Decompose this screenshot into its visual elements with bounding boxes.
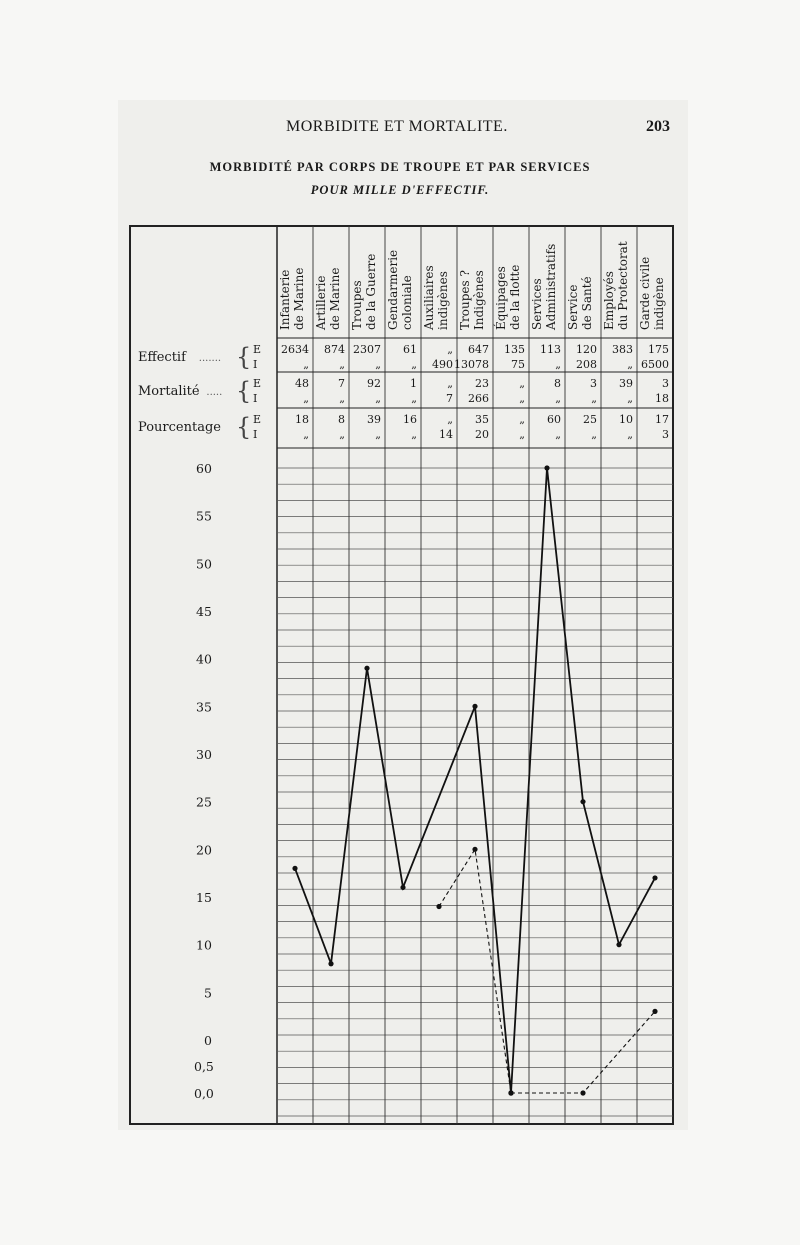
table-cell: 61 [403,343,417,356]
column-header: de la Guerre [364,253,378,330]
column-header: Infanterie [278,269,292,330]
y-tick-label: 0 [204,1033,212,1048]
table-cell: 60 [547,413,561,426]
table-cell: 18 [655,392,669,405]
row-brace: { [236,377,252,405]
table-cell: „ [339,428,345,441]
column-header: coloniale [400,275,414,330]
chart-title: MORBIDITÉ PAR CORPS DE TROUPE ET PAR SERVICES [209,160,591,174]
data-point [580,799,585,804]
column-header: Indigènes [472,270,486,330]
row-label: Effectif [138,350,186,365]
table-cell: 17 [655,413,669,426]
table-cell: „ [447,377,453,390]
table-cell: 7 [446,392,453,405]
table-cell: 23 [475,377,489,390]
table-cell: 208 [576,358,597,371]
table-cell: „ [303,358,309,371]
data-point [436,904,441,909]
table-cell: 874 [324,343,345,356]
column-header: Troupes [350,280,364,330]
y-tick-label: 0,5 [194,1059,214,1074]
table-cell: 266 [468,392,489,405]
table-cell: 383 [612,343,633,356]
column-header: Administratifs [544,243,558,330]
table-cell: „ [303,392,309,405]
column-header: Équipages [494,266,508,330]
table-cell: „ [555,392,561,405]
column-header: Employés [602,271,616,330]
table-cell: „ [627,358,633,371]
table-cell: „ [411,358,417,371]
table-cell: „ [375,358,381,371]
table-cell: 1 [410,377,417,390]
table-cell: 3 [590,377,597,390]
table-cell: „ [375,392,381,405]
column-header: de Marine [328,267,342,330]
table-cell: 13078 [454,358,489,371]
table-cell: „ [591,428,597,441]
data-point [652,875,657,880]
column-header: de la flotte [508,264,522,330]
column-header: Services [530,278,544,330]
row-sublabel-e: E [253,413,262,426]
table-cell: „ [555,428,561,441]
table-cell: „ [519,392,525,405]
column-header: Garde civile [638,256,652,330]
data-point [328,961,333,966]
table-cell: „ [519,428,525,441]
y-tick-label: 20 [196,842,212,858]
row-sublabel-i: I [253,392,258,405]
data-point [472,704,477,709]
y-tick-label: 40 [196,651,212,667]
column-header: Gendarmerie [386,249,400,330]
table-cell: „ [303,428,309,441]
y-tick-label: 25 [196,794,212,810]
column-header: indigène [652,277,666,330]
data-point [364,666,369,671]
data-point [292,866,297,871]
table-cell: „ [339,358,345,371]
row-label: Pourcentage [138,420,221,435]
column-header: Troupes ? [458,270,472,330]
table-cell: 113 [540,343,561,356]
table-cell: „ [411,392,417,405]
table-cell: „ [591,392,597,405]
y-tick-label: 60 [196,461,212,476]
column-header: indigènes [436,271,450,330]
row-sublabel-e: E [253,343,262,356]
y-tick-label: 35 [196,699,212,715]
data-point [544,465,549,470]
table-cell: 48 [295,377,309,390]
table-cell: „ [555,358,561,371]
row-label: Mortalité [138,384,200,399]
row-brace: { [236,343,252,371]
table-cell: 647 [468,343,489,356]
table-cell: „ [447,413,453,426]
data-point [400,885,405,890]
table-cell: „ [519,413,525,426]
row-leader: ..... [206,387,223,398]
table-cell: 7 [338,377,345,390]
data-point [616,942,621,947]
column-header: de Santé [580,276,594,330]
running-title: MORBIDITE ET MORTALITE. [286,118,508,135]
column-header: de Marine [292,267,306,330]
y-tick-label: 5 [204,985,212,1001]
table-cell: 14 [439,428,453,441]
chart-subtitle: POUR MILLE D'EFFECTIF. [310,183,490,197]
column-header: Auxiliaires [422,265,436,330]
table-cell: 39 [367,413,381,426]
table-cell: „ [519,377,525,390]
table-cell: 8 [338,413,345,426]
y-tick-label: 0,0 [194,1086,214,1101]
column-header: du Protectorat [616,241,630,330]
table-cell: 20 [475,428,489,441]
y-tick-label: 45 [196,604,212,619]
y-tick-label: 50 [196,556,212,572]
series-line [511,1011,655,1093]
table-cell: 3 [662,428,669,441]
column-header: Service [566,284,580,330]
row-sublabel-i: I [253,358,258,371]
y-tick-label: 55 [196,508,212,524]
table-cell: „ [627,428,633,441]
table-cell: „ [447,343,453,356]
page-number: 203 [646,118,670,135]
table-cell: 135 [504,343,525,356]
table-cell: „ [411,428,417,441]
table-cell: 2307 [353,343,381,356]
table-cell: 175 [648,343,669,356]
table-cell: 10 [619,413,633,426]
y-tick-label: 15 [196,890,212,905]
table-cell: 120 [576,343,597,356]
table-cell: 16 [403,413,417,426]
table-cell: 3 [662,377,669,390]
y-tick-label: 30 [196,747,212,762]
table-cell: 490 [432,358,453,371]
table-cell: 6500 [641,358,669,371]
y-tick-label: 10 [196,937,212,953]
table-cell: „ [627,392,633,405]
table-cell: 18 [295,413,309,426]
row-leader: ....... [198,353,222,364]
row-sublabel-e: E [253,377,262,390]
table-cell: 75 [511,358,525,371]
row-sublabel-i: I [253,428,258,441]
table-cell: 92 [367,377,381,390]
data-point [580,1090,585,1095]
table-cell: „ [339,392,345,405]
table-cell: 2634 [281,343,309,356]
table-cell: 25 [583,413,597,426]
table-cell: 8 [554,377,561,390]
data-point [652,1009,657,1014]
column-header: Artillerie [314,275,328,330]
table-cell: „ [375,428,381,441]
data-point [472,847,477,852]
table-cell: 35 [475,413,489,426]
table-cell: 39 [619,377,633,390]
row-brace: { [236,413,252,441]
data-point [508,1090,513,1095]
